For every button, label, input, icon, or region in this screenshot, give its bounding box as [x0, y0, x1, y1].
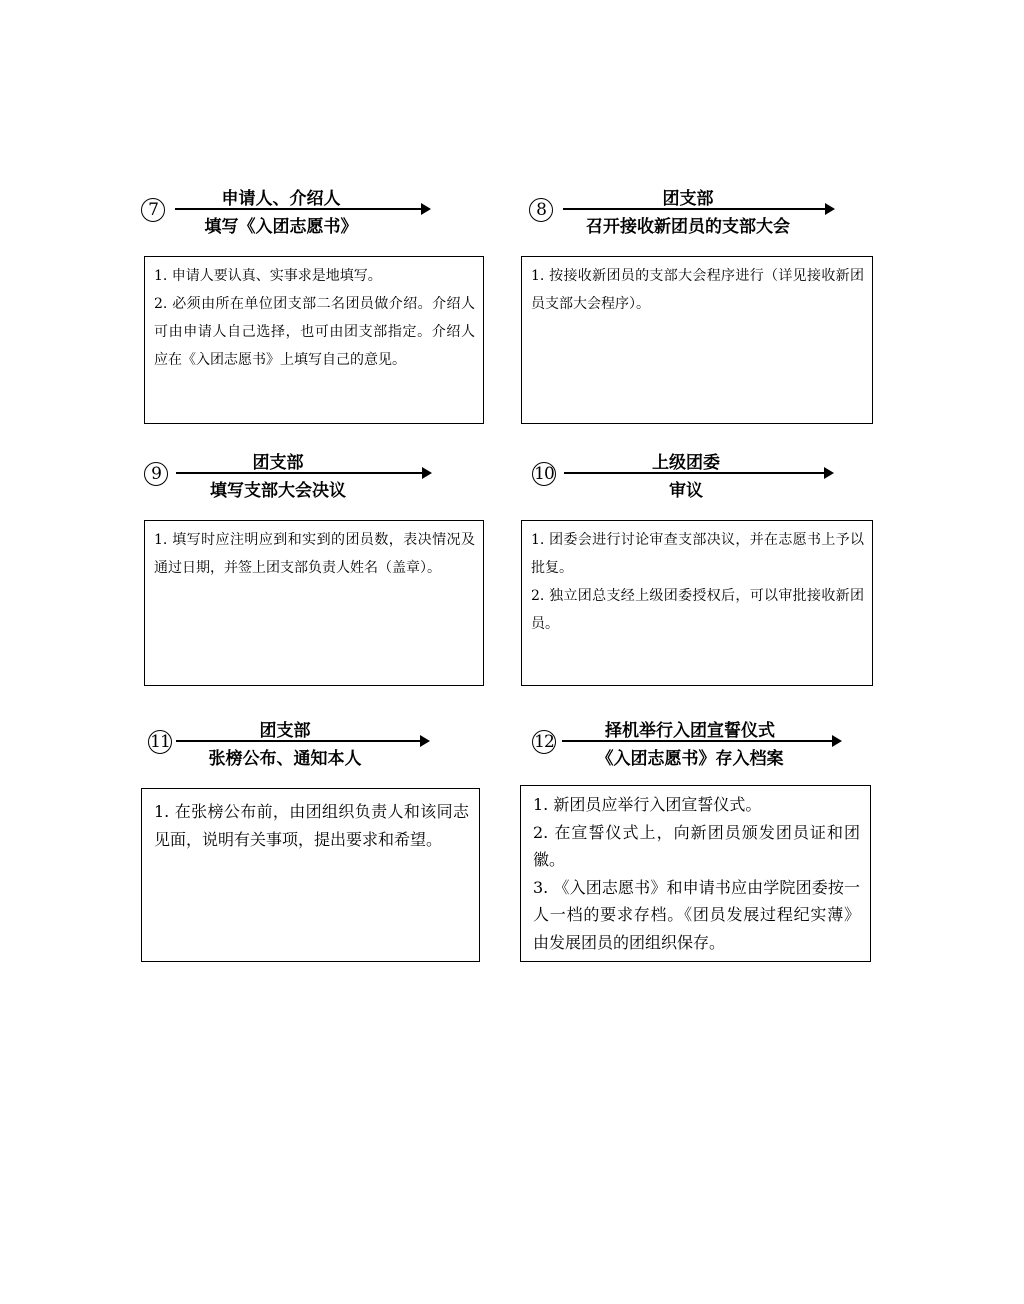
step-actor: 择机举行入团宣誓仪式 — [605, 721, 775, 741]
step-10-notes-box — [521, 520, 873, 686]
note-line: 2. 必须由所在单位团支部二名团员做介绍。介绍人可由申请人自己选择，也可由团支部指定。介绍人应在《入团志愿书》上填写自己的意见。 — [154, 296, 475, 368]
step-action: 召开接收新团员的支部大会 — [586, 217, 790, 237]
step-9-notes-box — [144, 520, 484, 686]
step-10-header — [532, 450, 842, 514]
note-line: 3. 《入团志愿书》和申请书应由学院团委按一人一档的要求存档。《团员发展过程纪实薄》由发展团员的团组织保存。 — [533, 877, 860, 952]
step-7-header — [141, 186, 441, 250]
step-number: 7 — [141, 198, 165, 222]
step-actor: 团支部 — [252, 453, 304, 473]
step-actor: 团支部 — [662, 189, 714, 209]
note-line: 1. 新团员应举行入团宣誓仪式。 — [533, 795, 762, 814]
step-11-header — [148, 718, 438, 782]
step-number: 12 — [532, 730, 556, 754]
note-line: 1. 填写时应注明应到和实到的团员数，表决情况及通过日期，并签上团支部负责人姓名（盖章）。 — [154, 532, 475, 576]
step-number: 9 — [144, 462, 168, 486]
step-8-notes-box — [521, 256, 873, 424]
step-action: 《入团志愿书》存入档案 — [596, 749, 784, 769]
step-number: 10 — [532, 462, 556, 486]
step-number: 11 — [148, 730, 172, 754]
note-line: 2. 在宣誓仪式上，向新团员颁发团员证和团徽。 — [533, 822, 860, 869]
note-line: 1. 申请人要认真、实事求是地填写。 — [154, 268, 382, 284]
step-8-header — [529, 186, 849, 250]
note-line: 1. 按接收新团员的支部大会程序进行（详见接收新团员支部大会程序）。 — [531, 268, 864, 312]
note-line: 2. 独立团总支经上级团委授权后，可以审批接收新团员。 — [531, 588, 864, 632]
step-12-header — [532, 718, 852, 782]
step-11-notes-box — [141, 788, 480, 962]
step-action: 审议 — [669, 481, 703, 501]
note-line: 1. 在张榜公布前，由团组织负责人和该同志见面，说明有关事项，提出要求和希望。 — [154, 802, 469, 849]
step-actor: 申请人、介绍人 — [221, 189, 341, 209]
step-actor: 团支部 — [259, 721, 311, 741]
note-line: 1. 团委会进行讨论审查支部决议，并在志愿书上予以批复。 — [531, 532, 864, 576]
step-7-notes-box — [144, 256, 484, 424]
step-number: 8 — [529, 198, 553, 222]
step-action: 张榜公布、通知本人 — [208, 749, 362, 769]
step-action: 填写《入团志愿书》 — [204, 217, 358, 237]
step-12-notes-box — [520, 785, 871, 962]
step-9-header — [144, 450, 444, 514]
step-actor: 上级团委 — [652, 453, 720, 473]
step-action: 填写支部大会决议 — [210, 481, 346, 501]
